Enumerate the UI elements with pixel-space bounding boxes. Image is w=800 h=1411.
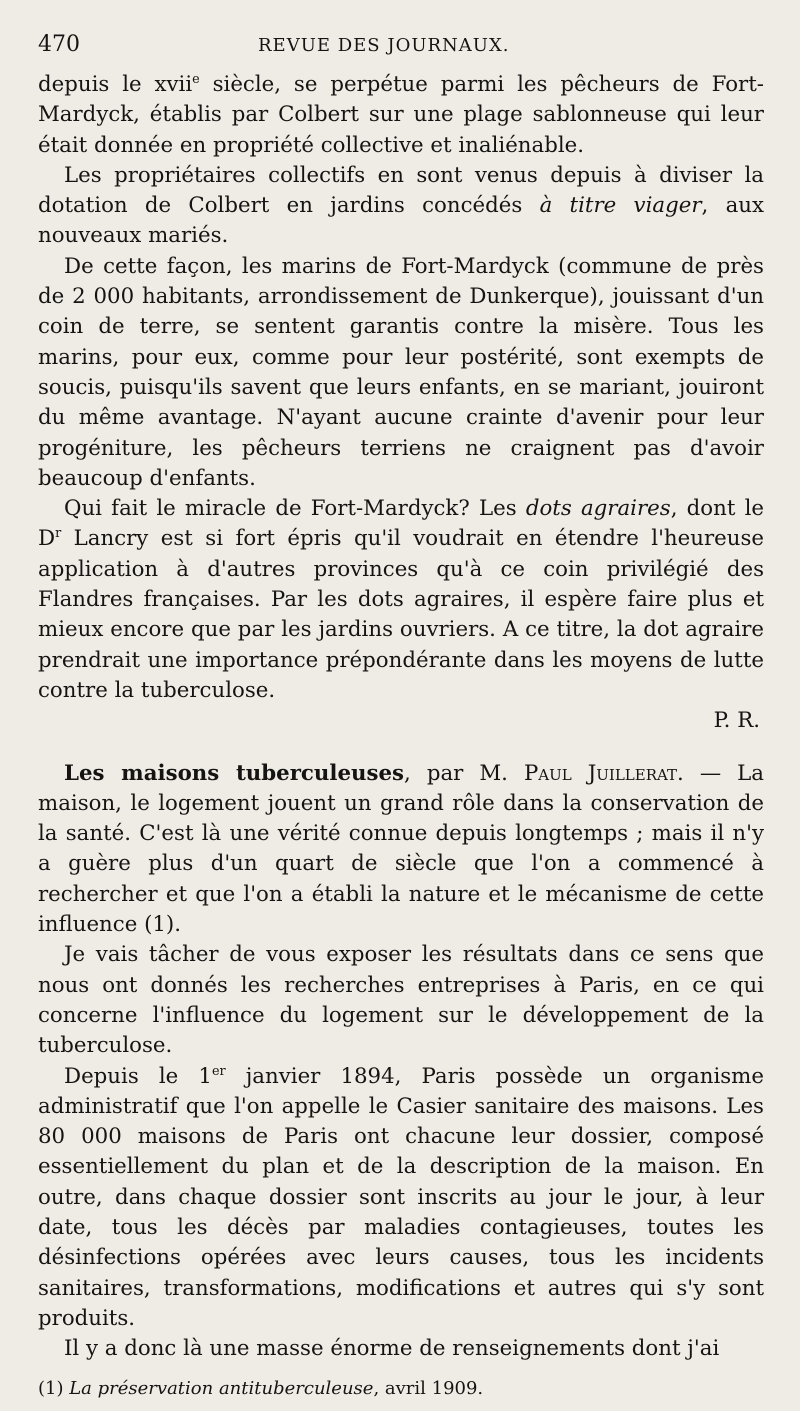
paragraph-6: Je vais tâcher de vous exposer les résultats dans ce sens que nous ont donnés les recherches entreprises à Paris, en ce qui concerne l'influence du logement sur le développement de la tuberculose.	[38, 942, 764, 1059]
article-author: Paul Juillerat	[523, 760, 678, 786]
page-header	[38, 32, 764, 70]
paragraph-4	[38, 494, 764, 706]
p1-sup: e	[192, 71, 200, 87]
p4-text: Qui fait le miracle de Fort-Mardyck? Les	[64, 496, 526, 522]
section-gap	[38, 737, 764, 759]
paragraph-7	[38, 1062, 764, 1335]
paragraph-2	[38, 161, 764, 252]
paragraph-1	[38, 70, 764, 161]
running-title: REVUE DES JOURNAUX.	[258, 35, 510, 56]
footnote-marker: (1)	[38, 1378, 70, 1400]
footnote	[38, 1376, 764, 1402]
footnote-rest: , avril 1909.	[373, 1378, 484, 1400]
p2-italic: à titre viager	[539, 193, 702, 219]
article-title: Les maisons tuberculeuses	[64, 760, 405, 786]
p7-sup: er	[211, 1063, 226, 1079]
page-number: 470	[38, 32, 80, 57]
p1-text: depuis le xvii	[38, 72, 193, 97]
p7-text: Depuis le 1	[64, 1063, 212, 1089]
paragraph-8: Il y a donc là une masse énorme de renseignements dont j'ai	[64, 1336, 720, 1362]
p4-sup: r	[55, 526, 62, 542]
p4-italic: dots agraires	[525, 496, 671, 522]
p5-by: , par M.	[404, 760, 524, 786]
p2-rest: , aux nouveaux mariés.	[38, 193, 764, 249]
p5-rest: . — La maison, le logement jouent un grand rôle dans la conservation de la santé. C'est là une vérité connue depuis longtemps ; mais il n'y a guère plus d'un quart de siècle que l'on a commencé à rechercher et que l'on a établi la nature et le mécanisme de cette influence (1).	[38, 760, 764, 938]
p4-mid: , dont le D	[38, 496, 765, 552]
footnote-title: La préservation antituberculeuse	[69, 1378, 374, 1400]
p2-text: Les propriétaires collectifs en sont venus depuis à diviser la dotation de Colbert en jardins concédés	[38, 162, 764, 219]
p4-rest: Lancry est si fort épris qu'il voudrait en étendre l'heureuse application à d'autres provinces qu'à ce coin privilégié des Flandres françaises. Par les dots agraires, il espère faire plus et mieux encore que par les jardins ouvriers. A ce titre, la dot agraire prendrait une importance prépondérante dans les moyens de lutte contre la tuberculose.	[38, 526, 764, 703]
body-text	[38, 70, 764, 1364]
p7-rest: janvier 1894, Paris possède un organisme administratif que l'on appelle le Casier sanitaire des maisons. Les 80 000 maisons de Paris ont chacune leur dossier, composé essentiellement du plan et de la description de la maison. En outre, dans chaque dossier sont inscrits au jour le jour, à leur date, tous les décès par maladies contagieuses, toutes les désinfections opérées avec leurs causes, tous les incidents sanitaires, transformations, modifications et autres qui s'y sont produits.	[38, 1063, 764, 1331]
paragraph-5	[38, 759, 764, 941]
signature: P. R.	[713, 708, 760, 734]
p1-rest: siècle, se perpétue parmi les pêcheurs de Fort-Mardyck, établis par Colbert sur une plage sablonneuse qui leur était donnée en propriété collective et inaliénable.	[38, 72, 764, 158]
paragraph-3: De cette façon, les marins de Fort-Mardyck (commune de près de 2 000 habitants, arrondissement de Dunkerque), jouissant d'un coin de terre, se sentent garantis contre la misère. Tous les marins, pour eux, comme pour leur postérité, sont exempts de soucis, puisqu'ils savent que leurs enfants, en se mariant, jouiront du même avantage. N'ayant aucune crainte d'avenir pour leur progéniture, les pêcheurs terriens ne craignent pas d'avoir beaucoup d'enfants.	[38, 253, 764, 491]
